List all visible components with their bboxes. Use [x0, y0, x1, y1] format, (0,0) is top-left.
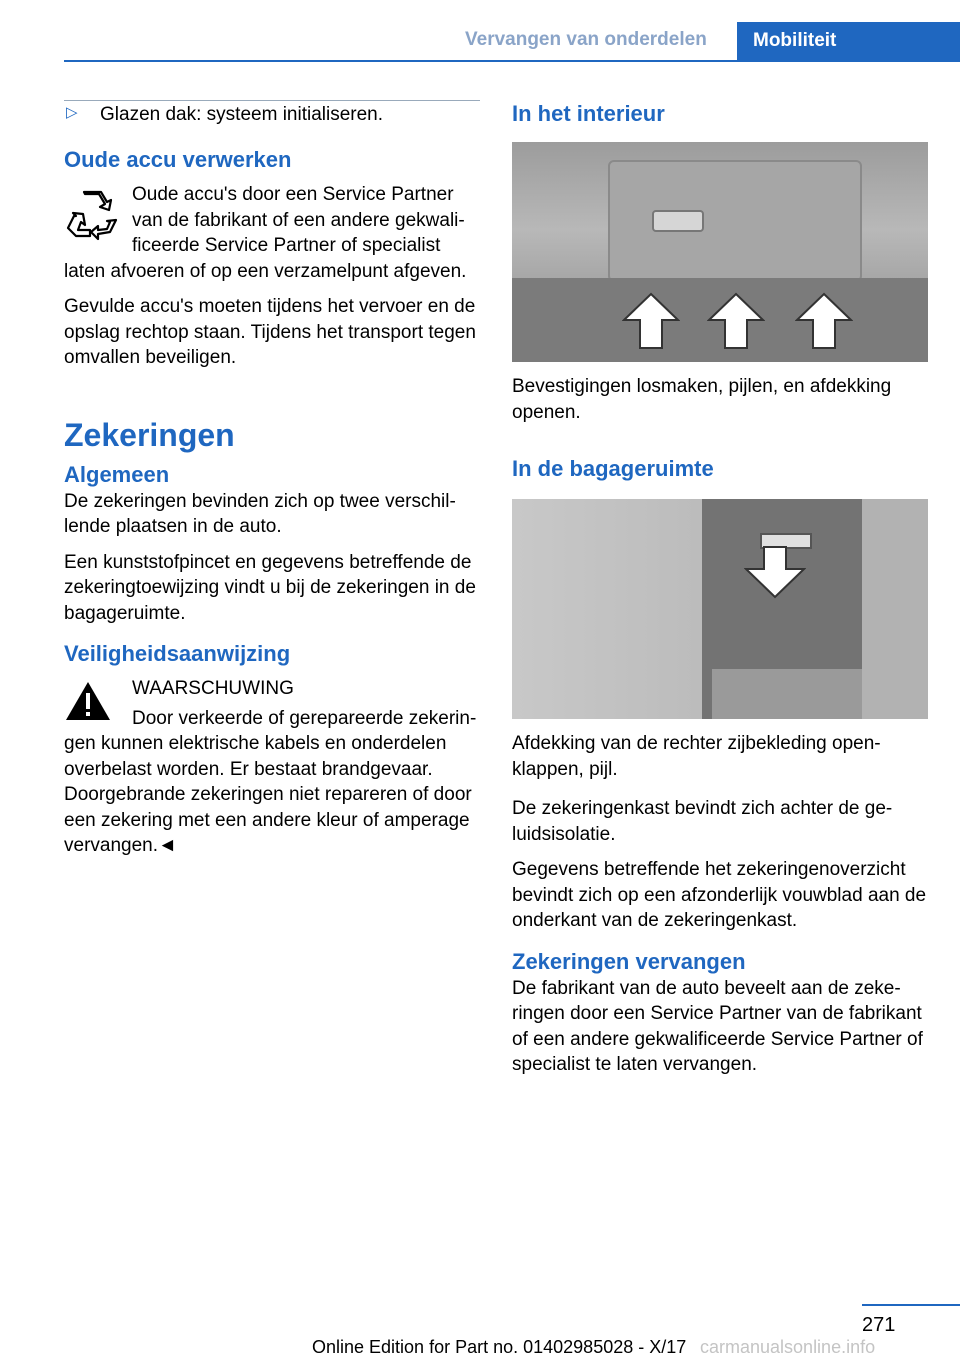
- bullet-triangle-icon: ▷: [66, 104, 78, 121]
- general-paragraph-1: De zekeringen bevinden zich op twee verschillende plaatsen in de auto.: [64, 490, 456, 537]
- luggage-photo: [512, 499, 928, 719]
- luggage-caption: Afdekking van de rechter zijbekleding openklappen, pijl.: [512, 733, 881, 780]
- fuses-title: Zekeringen: [64, 416, 235, 453]
- battery-heading: Oude accu verwerken: [64, 147, 292, 172]
- general-heading: Algemeen: [64, 461, 170, 487]
- up-arrow-icon: [707, 292, 765, 350]
- safety-heading: Veiligheidsaanwijzing: [64, 641, 291, 666]
- warning-text: Door verkeerde of gerepareerde zekeringen kunnen elektrische kabels en onderdelen overbelast worden. Er bestaat brandgevaar. Doorgebrande zekeringen niet repareren of door een zekering met een andere kleur of amperage vervangen.◄: [64, 707, 477, 856]
- page-number: 271: [862, 1314, 896, 1336]
- footer-rule: [862, 1304, 960, 1306]
- header-section-title: Vervangen van onderdelen: [465, 29, 707, 50]
- page-header: [0, 0, 960, 62]
- bullet-text: Glazen dak: systeem initialiseren.: [100, 104, 384, 125]
- left-column: [64, 100, 480, 869]
- up-arrow-icon: [622, 292, 680, 350]
- luggage-heading: In de bagageruimte: [512, 456, 714, 481]
- glovebox-panel: [608, 160, 862, 282]
- up-arrow-icon: [795, 292, 853, 350]
- luggage-paragraph-1: De zekeringenkast bevindt zich achter de geluidsisolatie.: [512, 798, 893, 845]
- replace-heading: Zekeringen vervangen: [512, 948, 746, 974]
- down-arrow-icon: [744, 545, 806, 599]
- interior-heading: In het interieur: [512, 101, 665, 126]
- interior-photo: [512, 142, 928, 362]
- interior-caption: Bevestigingen losmaken, pijlen, en afdekking openen.: [512, 376, 892, 423]
- right-column: [512, 100, 928, 1088]
- recycle-icon: [64, 186, 120, 242]
- recycle-note: [64, 182, 480, 284]
- replace-paragraph: De fabrikant van de auto beveelt aan de zekeringen door een Service Partner van de fabrikant of een andere gekwalificeerde Service Partner of specialist te laten vervangen.: [512, 977, 923, 1075]
- battery-paragraph-1: Oude accu's door een Service Partner van de fabrikant of een andere gekwalificeerde Service Partner of specialist laten afvoeren of op een verzamelpunt afgeven.: [64, 184, 467, 282]
- header-rule: [64, 60, 737, 62]
- warning-label: WAARSCHUWING: [132, 678, 294, 699]
- glovebox-handle: [652, 210, 704, 232]
- trim-lower-edge: [712, 669, 862, 719]
- general-paragraph-2: Een kunststofpincet en gegevens betreffende de zekeringtoewijzing vindt u bij de zekeringen in de bagageruimte.: [64, 551, 476, 624]
- edition-line: Online Edition for Part no. 01402985028 - X/17: [312, 1337, 687, 1357]
- warning-box: [64, 676, 480, 859]
- trunk-edge: [862, 499, 928, 719]
- luggage-paragraph-2: Gegevens betreffende het zekeringenoverzicht bevindt zich op een afzonderlijk vouwblad aan de onderkant van de zekeringenkast.: [512, 859, 927, 931]
- warning-triangle-icon: [64, 680, 112, 722]
- battery-paragraph-2: Gevulde accu's moeten tijdens het vervoer en de opslag rechtop staan. Tijdens het transport tegen omvallen beveiligen.: [64, 296, 476, 368]
- watermark: carmanualsonline.info: [700, 1337, 876, 1357]
- header-chapter-label: Mobiliteit: [753, 30, 837, 51]
- bullet-rule: [64, 100, 480, 101]
- header-chapter-tab: [737, 22, 960, 62]
- list-item: [64, 100, 480, 126]
